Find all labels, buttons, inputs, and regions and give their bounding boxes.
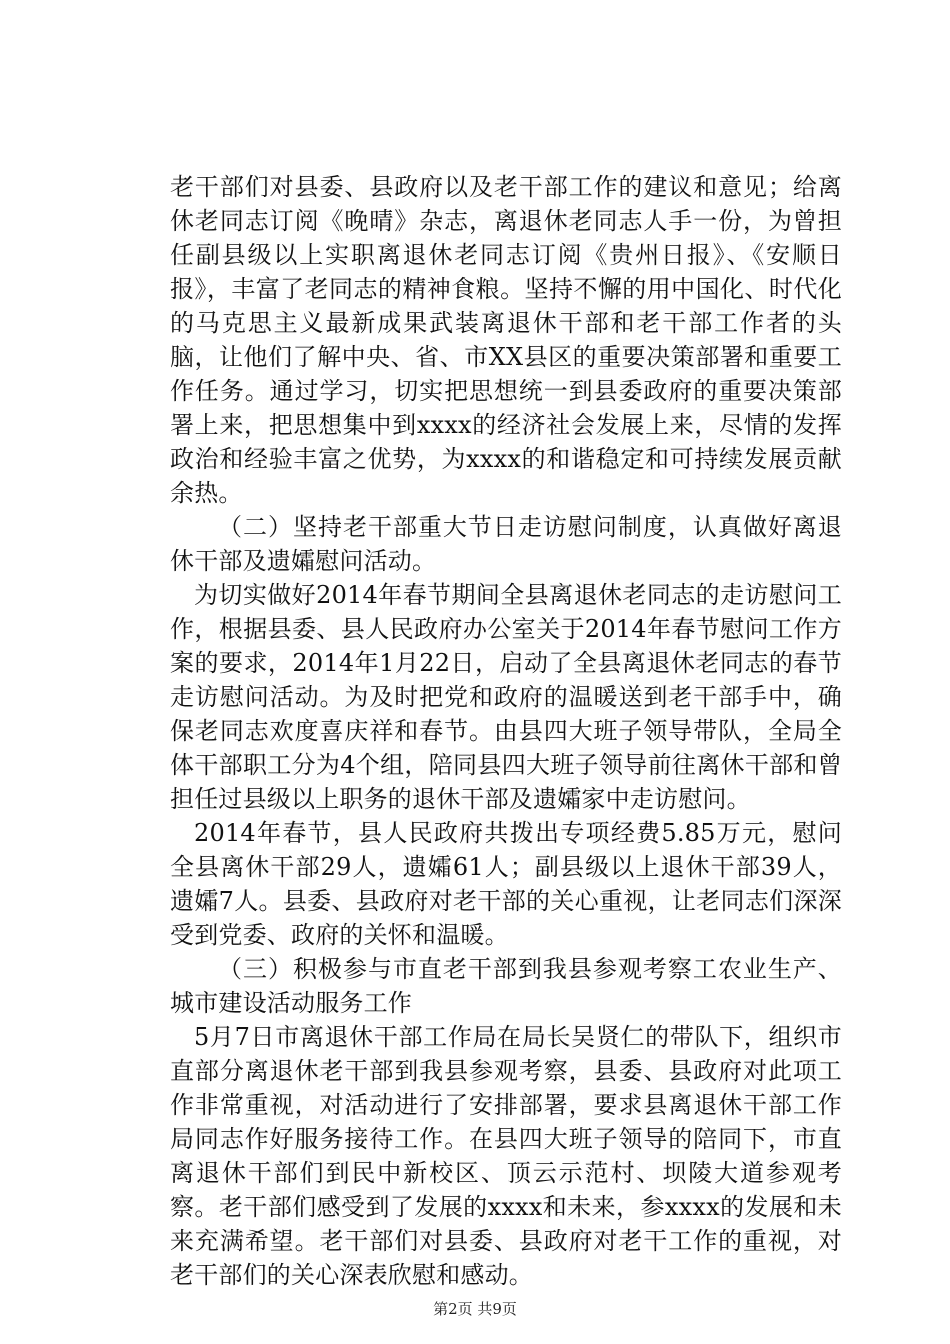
paragraph-funding: 2014年春节，县人民政府共拨出专项经费5.85万元，慰问全县离休干部29人，遗孀61人；副县级以上退休干部39人，遗孀7人。县委、县政府对老干部的关心重视，让老同志们深深受到党委、政府的关怀和温暖。 (170, 819, 842, 949)
document-body (170, 170, 842, 1292)
paragraph-inspection-visit: 5月7日市离退休干部工作局在局长吴贤仁的带队下，组织市直部分离退休老干部到我县参观考察，县委、县政府对此项工作非常重视，对活动进行了安排部署，要求县离退休干部工作局同志作好服务接待工作。在县四大班子领导的陪同下，市直离退休干部们到民中新校区、顶云示范村、坝陵大道参观考察。老干部们感受到了发展的xxxx和未来，参xxxx的发展和未来充满希望。老干部们对县委、县政府对老干工作的重视，对老干部们的关心深表欣慰和感动。 (170, 1023, 842, 1289)
page-number-footer: 第2页 共9页 (433, 1300, 517, 1318)
section-heading-2: （二）坚持老干部重大节日走访慰问制度，认真做好离退休干部及遗孀慰问活动。 (170, 513, 842, 575)
section-heading-3: （三）积极参与市直老干部到我县参观考察工农业生产、城市建设活动服务工作 (170, 955, 842, 1017)
paragraph-spring-festival-visits: 为切实做好2014年春节期间全县离退休老同志的走访慰问工作，根据县委、县人民政府办公室关于2014年春节慰问工作方案的要求，2014年1月22日，启动了全县离退休老同志的春节走访慰问活动。为及时把党和政府的温暖送到老干部手中，确保老同志欢度喜庆祥和春节。由县四大班子领导带队，全局全体干部职工分为4个组，陪同县四大班子领导前往离休干部和曾担任过县级以上职务的退休干部及遗孀家中走访慰问。 (170, 581, 842, 813)
paragraph-continuation: 老干部们对县委、县政府以及老干部工作的建议和意见；给离休老同志订阅《晚晴》杂志，离退休老同志人手一份，为曾担任副县级以上实职离退休老同志订阅《贵州日报》、《安顺日报》，丰富了老同志的精神食粮。坚持不懈的用中国化、时代化的马克思主义最新成果武装离退休干部和老干部工作者的头脑，让他们了解中央、省、市XX县区的重要决策部署和重要工作任务。通过学习，切实把思想统一到县委政府的重要决策部署上来，把思想集中到xxxx的经济社会发展上来，尽情的发挥政治和经验丰富之优势，为xxxx的和谐稳定和可持续发展贡献余热。 (170, 173, 842, 507)
